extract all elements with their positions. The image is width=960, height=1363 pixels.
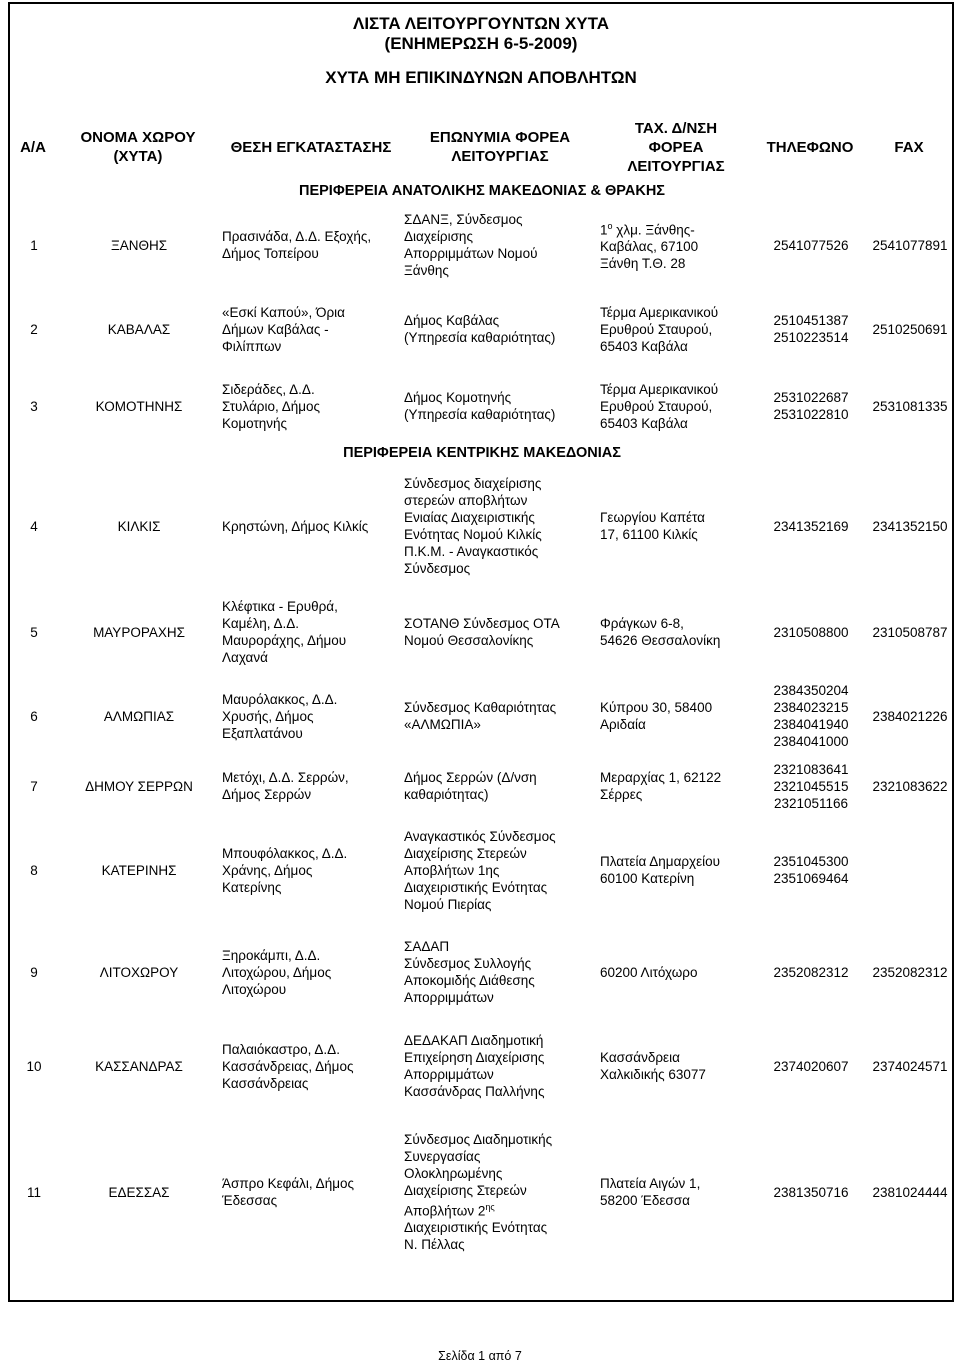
cell-name: ΚΑΒΑΛΑΣ [107, 321, 171, 337]
cell-aa: 3 [30, 398, 38, 414]
title-block [10, 14, 952, 88]
cell-name: ΚΟΜΟΤΗΝΗΣ [95, 398, 183, 414]
cell-name: ΚΑΣΣΑΝΔΡΑΣ [95, 1058, 183, 1074]
cell-location: Σιδεράδες, Δ.Δ. Στυλάριο, Δήμος Κομοτηνής [222, 381, 321, 431]
cell-address: $1^o$ χλμ. Ξάνθης- Καβάλας, 67100 Ξάνθη Τ.Θ. 28 [600, 220, 699, 272]
cell-aa: 9 [30, 964, 38, 980]
cell-address: Κύπρου 30, 58400 Αριδαία [600, 700, 713, 732]
region-row [10, 442, 952, 464]
cell-operator: Αναγκαστικός Σύνδεσμος Διαχείρισης Στερεών Αποβλήτων 1ης Διαχειριστικής Ενότητας Νομού Πιερίας [404, 828, 556, 912]
cell-location: Κλέφτικα - Ερυθρά, Καμέλη, Δ.Δ. Μαυροράχης, Δήμου Λαχανά [222, 599, 347, 665]
cell-name: ΞΑΝΘΗΣ [110, 237, 168, 253]
cell-address: Τέρμα Αμερικανικού Ερυθρού Σταυρού, 65403 Καβάλα [600, 304, 719, 354]
region-row [10, 180, 952, 202]
cell-phone: 2531022687 2531022810 [773, 390, 849, 422]
cell-phone: 2321083641 2321045515 2321051166 [773, 761, 849, 811]
cell-aa: 7 [30, 778, 38, 794]
document-subtitle: (ΕΝΗΜΕΡΩΣΗ 6-5-2009) [384, 34, 578, 53]
cell-address: 60200 Λιτόχωρο [600, 964, 698, 980]
cell-phone: 2310508800 [773, 624, 849, 640]
table-row [10, 464, 952, 588]
cell-address: Τέρμα Αμερικανικού Ερυθρού Σταυρού, 65403 Καβάλα [600, 381, 719, 431]
cell-location: Κρηστώνη, Δήμος Κιλκίς [222, 518, 369, 534]
cell-operator: ΔΕΔΑΚΑΠ Διαδημοτική Επιχείρηση Διαχείρισης Απορριμμάτων Κασσάνδρας Παλλήνης [404, 1033, 545, 1099]
cell-location: «Εσκί Καπού», Όρια Δήμων Καβάλας - Φιλίππων [222, 304, 345, 354]
cell-location: Μπουφόλακκος, Δ.Δ. Χράνης, Δήμος Κατερίνης [222, 845, 348, 895]
cell-fax [866, 816, 952, 924]
cell-name: ΕΔΕΣΣΑΣ [108, 1184, 170, 1200]
cell-phone: 2510451387 2510223514 [773, 313, 849, 345]
header-address: ΤΑΧ. Δ/ΝΣΗ ΦΟΡΕΑ ΛΕΙΤΟΥΡΓΙΑΣ [627, 119, 725, 175]
table-row [10, 676, 952, 756]
cell-operator: Δήμος Σερρών (Δ/νση καθαριότητας) [404, 770, 537, 802]
table-row [10, 924, 952, 1020]
cell-fax: 2384021226 [872, 708, 948, 724]
cell-address: Πλατεία Δημαρχείου 60100 Κατερίνη [600, 854, 721, 886]
cell-address: Μεραρχίας 1, 62122 Σέρρες [600, 770, 722, 802]
header-phone: ΤΗΛΕΦΩΝΟ [766, 138, 854, 156]
cell-name: ΔΗΜΟΥ ΣΕΡΡΩΝ [85, 778, 193, 794]
header-row [10, 114, 952, 180]
cell-operator: ΣΟΤΑΝΘ Σύνδεσμος ΟΤΑ Νομού Θεσσαλονίκης [404, 616, 560, 648]
header-aa: Α/Α [20, 138, 46, 156]
cell-phone: 2351045300 2351069464 [773, 854, 849, 886]
header-name: ΟΝΟΜΑ ΧΩΡΟΥ (ΧΥΤΑ) [80, 129, 196, 165]
cell-fax: 2321083622 [872, 778, 948, 794]
header-fax: FAX [894, 138, 924, 156]
cell-operator: Δήμος Καβάλας (Υπηρεσία καθαριότητας) [404, 313, 556, 345]
page-footer: Σελίδα 1 από 7 [438, 1349, 522, 1363]
cell-phone: 2384350204 2384023215 2384041940 2384041000 [773, 683, 849, 749]
table-row [10, 1020, 952, 1112]
cell-operator: ΣΑΔΑΠ Σύνδεσμος Συλλογής Αποκομιδής Διάθεσης Απορριμμάτων [404, 939, 535, 1005]
cell-fax: 2310508787 [872, 624, 948, 640]
cell-name: ΛΙΤΟΧΩΡΟΥ [99, 964, 179, 980]
cell-name: ΑΛΜΩΠΙΑΣ [103, 708, 175, 724]
cell-phone: 2352082312 [773, 964, 849, 980]
cell-aa: 6 [30, 708, 38, 724]
cell-location: Άσπρο Κεφάλι, Δήμος Έδεσσας [222, 1176, 355, 1208]
table-row [10, 816, 952, 924]
header-operator: ΕΠΩΝΥΜΙΑ ΦΟΡΕΑ ΛΕΙΤΟΥΡΓΙΑΣ [429, 129, 571, 165]
cell-address: Γεωργίου Καπέτα 17, 61100 Κιλκίς [600, 510, 705, 542]
cell-aa: 8 [30, 862, 38, 878]
cell-location: Πρασινάδα, Δ.Δ. Εξοχής, Δήμος Τοπείρου [222, 229, 372, 261]
cell-name: ΚΙΛΚΙΣ [117, 518, 161, 534]
cell-fax: 2531081335 [872, 398, 948, 414]
cell-aa: 11 [26, 1184, 41, 1200]
cell-aa: 4 [30, 518, 38, 534]
table-row [10, 202, 952, 288]
cell-operator: Δήμος Κομοτηνής (Υπηρεσία καθαριότητας) [404, 390, 556, 422]
cell-fax: 2541077891 [872, 237, 948, 253]
region-label: ΠΕΡΙΦΕΡΕΙΑ ΚΕΝΤΡΙΚΗΣ ΜΑΚΕΔΟΝΙΑΣ [343, 444, 621, 461]
header-location: ΘΕΣΗ ΕΓΚΑΤΑΣΤΑΣΗΣ [230, 138, 392, 156]
cell-name: ΚΑΤΕΡΙΝΗΣ [101, 862, 177, 878]
cell-aa: 2 [30, 321, 38, 337]
cell-fax: 2381024444 [872, 1184, 948, 1200]
cell-phone: 2341352169 [773, 518, 849, 534]
cell-operator: Σύνδεσμος Διαδημοτικής Συνεργασίας Ολοκληρωμένης Διαχείρισης Στερεών Αποβλήτων $2^{\eta\varsigma}$ Διαχειριστικής Ενότητας Ν. Πέλλας [404, 1131, 553, 1253]
cell-location: Μαυρόλακκος, Δ.Δ. Χρυσής, Δήμος Εξαπλατάνου [222, 691, 338, 741]
cell-fax: 2374024571 [872, 1058, 948, 1074]
table-row [10, 1112, 952, 1272]
document-page [8, 2, 954, 1302]
section-title: ΧΥΤΑ ΜΗ ΕΠΙΚΙΝΔΥΝΩΝ ΑΠΟΒΛΗΤΩΝ [325, 68, 637, 87]
cell-fax: 2352082312 [872, 964, 948, 980]
table-row [10, 370, 952, 442]
table-row [10, 588, 952, 676]
landfill-table [10, 114, 952, 1272]
cell-fax: 2341352150 [872, 518, 948, 534]
cell-phone: 2381350716 [773, 1184, 849, 1200]
cell-aa: 1 [30, 237, 38, 253]
cell-phone: 2374020607 [773, 1058, 849, 1074]
cell-fax: 2510250691 [872, 321, 948, 337]
cell-address: Πλατεία Αιγών 1, 58200 Έδεσσα [600, 1176, 701, 1208]
table-row [10, 288, 952, 370]
table-row [10, 756, 952, 816]
cell-aa: 10 [26, 1058, 42, 1074]
cell-address: Φράγκων 6-8, 54626 Θεσσαλονίκη [600, 616, 721, 648]
document-title: ΛΙΣΤΑ ΛΕΙΤΟΥΡΓΟΥΝΤΩΝ ΧΥΤΑ [352, 14, 610, 33]
cell-name: ΜΑΥΡΟΡΑΧΗΣ [93, 624, 185, 640]
cell-location: Μετόχι, Δ.Δ. Σερρών, Δήμος Σερρών [222, 770, 349, 802]
cell-operator: Σύνδεσμος Καθαριότητας «ΑΛΜΩΠΙΑ» [404, 700, 557, 732]
cell-aa: 5 [30, 624, 38, 640]
cell-location: Ξηροκάμπι, Δ.Δ. Λιτοχώρου, Δήμος Λιτοχώρου [222, 947, 332, 997]
cell-address: Κασσάνδρεια Χαλκιδικής 63077 [600, 1050, 706, 1082]
cell-location: Παλαιόκαστρο, Δ.Δ. Κασσάνδρειας, Δήμος Κασσάνδρειας [222, 1041, 354, 1091]
cell-operator: Σύνδεσμος διαχείρισης στερεών αποβλήτων Ενιαίας Διαχειριστικής Ενότητας Νομού Κιλκίς Π.Κ.Μ. - Αναγκαστικός Σύνδεσμος [404, 476, 542, 576]
cell-operator: ΣΔΑΝΞ, Σύνδεσμος Διαχείρισης Απορριμμάτων Νομού Ξάνθης [404, 212, 538, 278]
cell-phone: 2541077526 [773, 237, 849, 253]
region-label: ΠΕΡΙΦΕΡΕΙΑ ΑΝΑΤΟΛΙΚΗΣ ΜΑΚΕΔΟΝΙΑΣ & ΘΡΑΚΗΣ [298, 182, 665, 199]
